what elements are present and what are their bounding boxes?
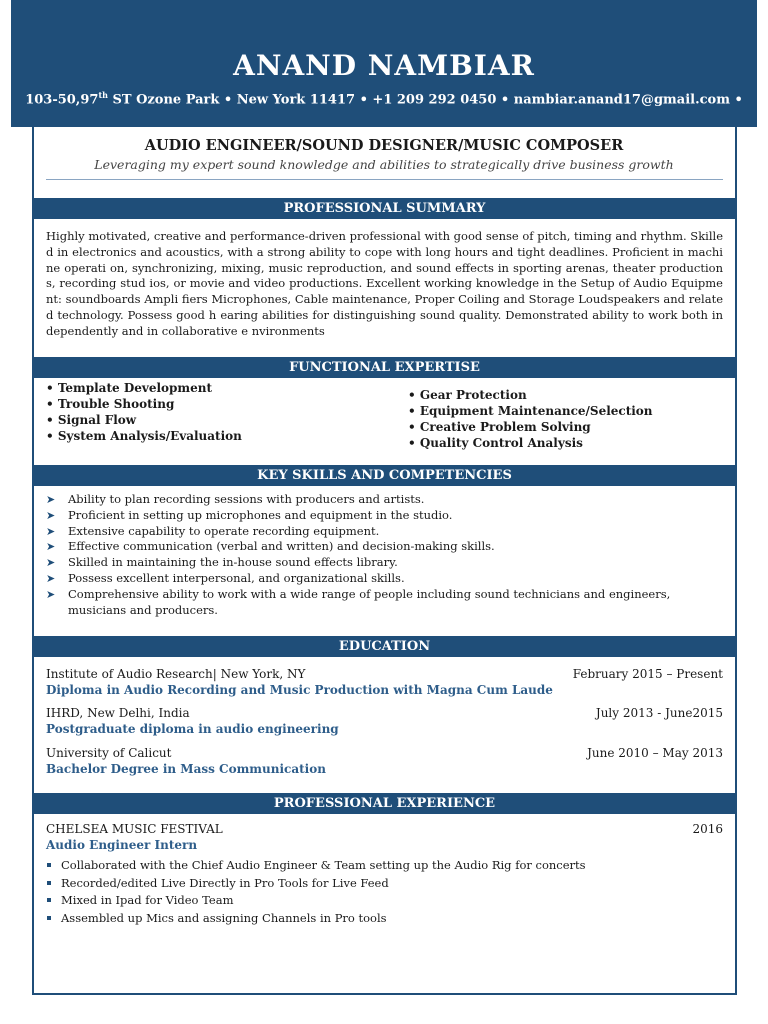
section-heading-expertise: FUNCTIONAL EXPERTISE bbox=[34, 357, 735, 378]
employment-year: 2016 bbox=[692, 822, 723, 836]
experience-item bbox=[46, 875, 723, 893]
tagline: Leveraging my expert sound knowledge and abilities to strategically drive business growth bbox=[94, 157, 674, 172]
contact-line bbox=[11, 90, 757, 107]
education-dates: July 2013 - June2015 bbox=[595, 706, 723, 720]
expertise-item: • System Analysis/Evaluation bbox=[46, 429, 242, 443]
arrow-bullet-icon: ➤ bbox=[46, 493, 56, 506]
degree-title: Postgraduate diploma in audio engineering bbox=[46, 722, 339, 736]
degree-title: Diploma in Audio Recording and Music Production with Magna Cum Laude bbox=[46, 683, 553, 697]
header-banner bbox=[11, 0, 757, 127]
skill-item bbox=[46, 555, 726, 571]
square-bullet-icon bbox=[47, 881, 51, 885]
job-role: Audio Engineer Intern bbox=[46, 838, 198, 852]
experience-item bbox=[46, 857, 723, 875]
section-heading-summary: PROFESSIONAL SUMMARY bbox=[34, 198, 735, 219]
arrow-bullet-icon: ➤ bbox=[46, 556, 56, 570]
skill-item bbox=[46, 587, 726, 619]
experience-text: Recorded/edited Live Directly in Pro Tools for Live Feed bbox=[61, 875, 389, 890]
summary-text: Highly motivated, creative and performance-driven professional with good sense of pitch, timing and rhythm. Skilled in electronics and acoustics, with a strong ability to cope with long hours and tight deadlines. Proficient in machine operati on, synchronizing, mixing, music reproduction, and sound effects in sporting arenas, theater productions, recording stud ios, or movie and video productions. Excellent working knowledge in the Setup of Audio Equipment: soundboards Ampli fiers Microphones, Cable maintenance, Proper Coiling and Storage Loudspeakers and related technology. Possess good h earing abilities for distinguishing sound quality. Demonstrated ability to work both independently and in collaborative e nvironments bbox=[46, 229, 723, 338]
expertise-item: • Quality Control Analysis bbox=[408, 436, 583, 450]
expertise-list-right bbox=[408, 387, 653, 451]
expertise-list-left bbox=[46, 380, 242, 444]
arrow-bullet-icon: ➤ bbox=[46, 524, 56, 538]
skill-text: Proficient in setting up microphones and equipment in the studio. bbox=[68, 507, 453, 522]
institution-name: Institute of Audio Research| New York, NY bbox=[46, 667, 306, 681]
arrow-bullet-icon: ➤ bbox=[46, 508, 56, 522]
skill-item bbox=[46, 539, 726, 555]
skill-text: Skilled in maintaining the in-house sound effects library. bbox=[68, 555, 398, 570]
experience-item bbox=[46, 892, 723, 910]
skill-text: Possess excellent interpersonal, and organizational skills. bbox=[68, 570, 405, 585]
contact-details: ST Ozone Park • New York 11417 • +1 209 292 0450 • nambiar.anand17@gmail.com • bbox=[107, 92, 743, 108]
square-bullet-icon bbox=[47, 898, 51, 902]
divider bbox=[46, 179, 723, 180]
expertise-item: • Template Development bbox=[46, 381, 213, 395]
skill-text: Comprehensive ability to work with a wide range of people including sound technicians and engineers, musicians and producers. bbox=[68, 586, 671, 617]
education-dates: June 2010 – May 2013 bbox=[587, 746, 723, 760]
skill-text: Extensive capability to operate recording equipment. bbox=[68, 523, 380, 538]
skill-item bbox=[46, 571, 726, 587]
section-heading-skills: KEY SKILLS AND COMPETENCIES bbox=[34, 465, 735, 486]
skill-text: Ability to plan recording sessions with producers and artists. bbox=[68, 492, 425, 506]
employer-name: CHELSEA MUSIC FESTIVAL bbox=[46, 822, 223, 836]
experience-item bbox=[46, 910, 723, 928]
experience-text: Mixed in Ipad for Video Team bbox=[61, 893, 234, 907]
square-bullet-icon bbox=[47, 916, 51, 920]
square-bullet-icon bbox=[47, 863, 51, 867]
experience-list bbox=[46, 857, 723, 927]
skill-item bbox=[46, 524, 726, 540]
experience-text: Assembled up Mics and assigning Channels in Pro tools bbox=[61, 910, 387, 925]
address-ordinal-suffix: th bbox=[98, 90, 108, 100]
skill-item bbox=[46, 492, 726, 508]
institution-name: IHRD, New Delhi, India bbox=[46, 706, 190, 720]
education-dates: February 2015 – Present bbox=[572, 667, 723, 681]
arrow-bullet-icon: ➤ bbox=[46, 540, 56, 554]
skill-text: Effective communication (verbal and written) and decision-making skills. bbox=[68, 539, 495, 554]
institution-name: University of Calicut bbox=[46, 746, 172, 760]
expertise-item: • Creative Problem Solving bbox=[408, 420, 591, 434]
skill-item bbox=[46, 508, 726, 524]
degree-title: Bachelor Degree in Mass Communication bbox=[46, 762, 326, 776]
expertise-item: • Trouble Shooting bbox=[46, 397, 175, 411]
expertise-item: • Gear Protection bbox=[408, 388, 527, 402]
skills-list bbox=[46, 492, 726, 618]
address-street-number: 103-50,97 bbox=[25, 92, 99, 108]
expertise-item: • Equipment Maintenance/Selection bbox=[408, 404, 653, 418]
arrow-bullet-icon: ➤ bbox=[46, 571, 56, 585]
expertise-item: • Signal Flow bbox=[46, 413, 137, 427]
arrow-bullet-icon: ➤ bbox=[46, 587, 56, 601]
candidate-name: ANAND NAMBIAR bbox=[233, 49, 535, 82]
section-heading-experience: PROFESSIONAL EXPERIENCE bbox=[34, 793, 735, 814]
experience-text: Collaborated with the Chief Audio Engineer & Team setting up the Audio Rig for concerts bbox=[61, 858, 586, 872]
job-title: AUDIO ENGINEER/SOUND DESIGNER/MUSIC COMPOSER bbox=[144, 137, 624, 154]
section-heading-education: EDUCATION bbox=[34, 636, 735, 657]
